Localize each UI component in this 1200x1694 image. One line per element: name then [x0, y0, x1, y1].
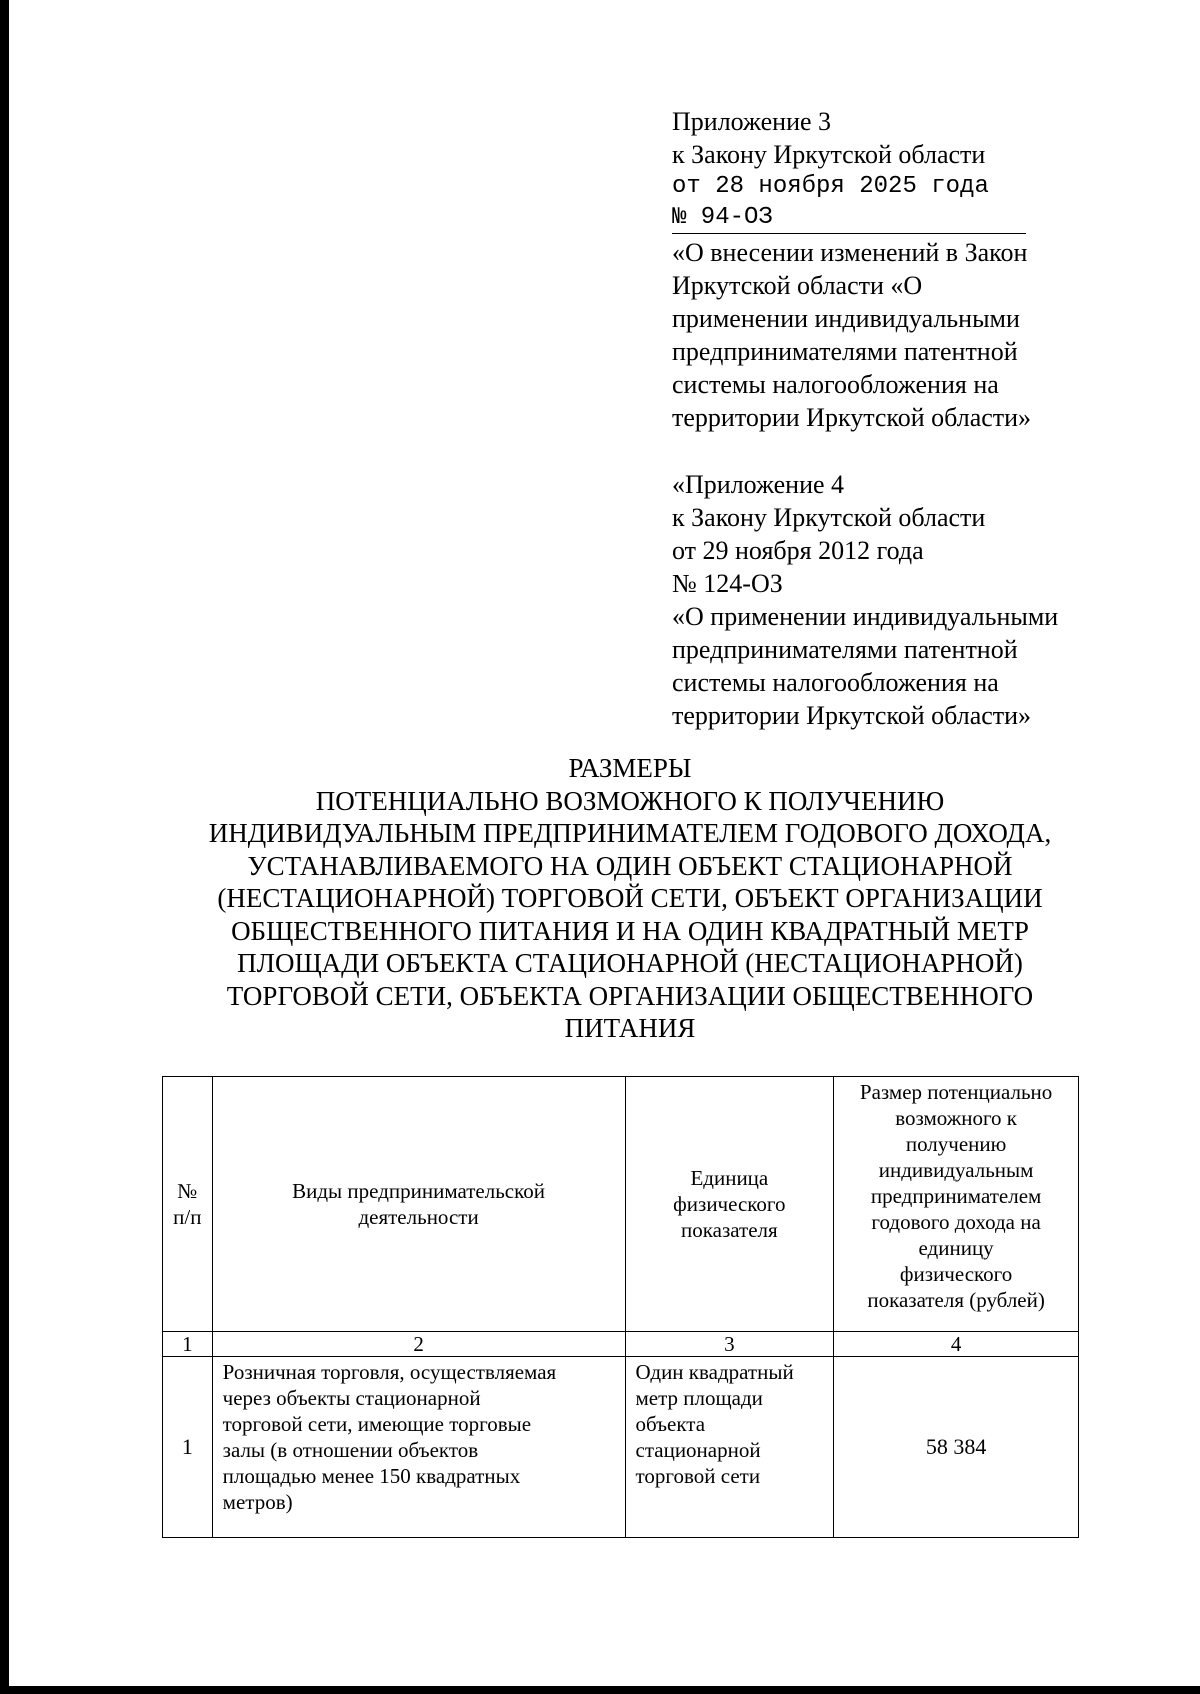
appendix-line: № 124-ОЗ	[672, 569, 783, 598]
column-number: 1	[163, 1332, 213, 1357]
row-number: 1	[163, 1357, 213, 1538]
appendix-line: предпринимателями патентной	[672, 635, 1018, 664]
appendix-line: от 29 ноября 2012 года	[672, 536, 924, 565]
scan-bottom-border	[0, 1686, 1200, 1694]
appendix-line: территории Иркутской области»	[672, 701, 1032, 730]
signature-underline	[672, 233, 1026, 234]
approval-header	[672, 105, 1092, 732]
approval-date: от 28 ноября 2025 года	[672, 173, 989, 200]
title-line: ПИТАНИЯ	[564, 1013, 696, 1043]
title-line: ПОТЕНЦИАЛЬНО ВОЗМОЖНОГО К ПОЛУЧЕНИЮ	[315, 785, 945, 816]
title-line: ИНДИВИДУАЛЬНЫМ ПРЕДПРИНИМАТЕЛЕМ ГОДОВОГО ДОХОДА,	[208, 818, 1052, 848]
title-line: РАЗМЕРЫ	[568, 753, 692, 783]
header-activity: Виды предпринимательской деятельности	[212, 1077, 625, 1332]
scan-left-border	[0, 0, 9, 1694]
appendix-line: «О применении индивидуальными	[672, 602, 1059, 631]
title-line: УСТАНАВЛИВАЕМОГО НА ОДИН ОБЪЕКТ СТАЦИОНАРНОЙ	[247, 850, 1013, 881]
approval-law-number: № 94-ОЗ	[672, 204, 773, 231]
approval-title-line: «О внесении изменений в Закон	[672, 238, 1028, 267]
table-row	[163, 1357, 1079, 1538]
header-number: № п/п	[163, 1077, 213, 1332]
approval-title-line: Иркутской области «О	[672, 271, 923, 300]
header-income: Размер потенциально возможного к получению индивидуальным предпринимателем годового дохода на единицу физического показателя (рублей)	[834, 1077, 1079, 1332]
income-table	[162, 1076, 1079, 1538]
approval-title-line: системы налогообложения на	[672, 370, 999, 399]
header-unit: Единица физического показателя	[625, 1077, 834, 1332]
approval-appendix-number: Приложение 3	[672, 107, 832, 136]
appendix-line: к Закону Иркутской области	[672, 503, 986, 532]
column-number: 3	[625, 1332, 834, 1357]
approval-title-line: территории Иркутской области»	[672, 403, 1032, 432]
row-income-value: 58 384	[834, 1357, 1079, 1538]
approval-title-line: предпринимателями патентной	[672, 337, 1018, 366]
title-line: ТОРГОВОЙ СЕТИ, ОБЪЕКТА ОРГАНИЗАЦИИ ОБЩЕСТВЕННОГО	[226, 980, 1034, 1011]
row-unit: Один квадратный метр площади объекта стационарной торговой сети	[625, 1357, 834, 1538]
appendix-line: «Приложение 4	[672, 470, 845, 499]
title-line: (НЕСТАЦИОНАРНОЙ) ТОРГОВОЙ СЕТИ, ОБЪЕКТ ОРГАНИЗАЦИИ	[217, 883, 1043, 913]
column-number: 4	[834, 1332, 1079, 1357]
approval-title-line: применении индивидуальными	[672, 304, 1020, 333]
appendix-line: системы налогообложения на	[672, 668, 999, 697]
table-header-row	[163, 1077, 1079, 1332]
approval-law-ref: к Закону Иркутской области	[672, 140, 986, 169]
title-line: ПЛОЩАДИ ОБЪЕКТА СТАЦИОНАРНОЙ (НЕСТАЦИОНАРНОЙ)	[237, 948, 1023, 978]
column-number-row	[163, 1332, 1079, 1357]
column-number: 2	[212, 1332, 625, 1357]
title-line: ОБЩЕСТВЕННОГО ПИТАНИЯ И НА ОДИН КВАДРАТНЫЙ МЕТР	[231, 915, 1029, 946]
row-activity: Розничная торговля, осуществляемая через объекты стационарной торговой сети, имеющие торговые залы (в отношении объектов площадью менее 150 квадратных метров)	[212, 1357, 625, 1538]
document-title	[160, 752, 1100, 1045]
